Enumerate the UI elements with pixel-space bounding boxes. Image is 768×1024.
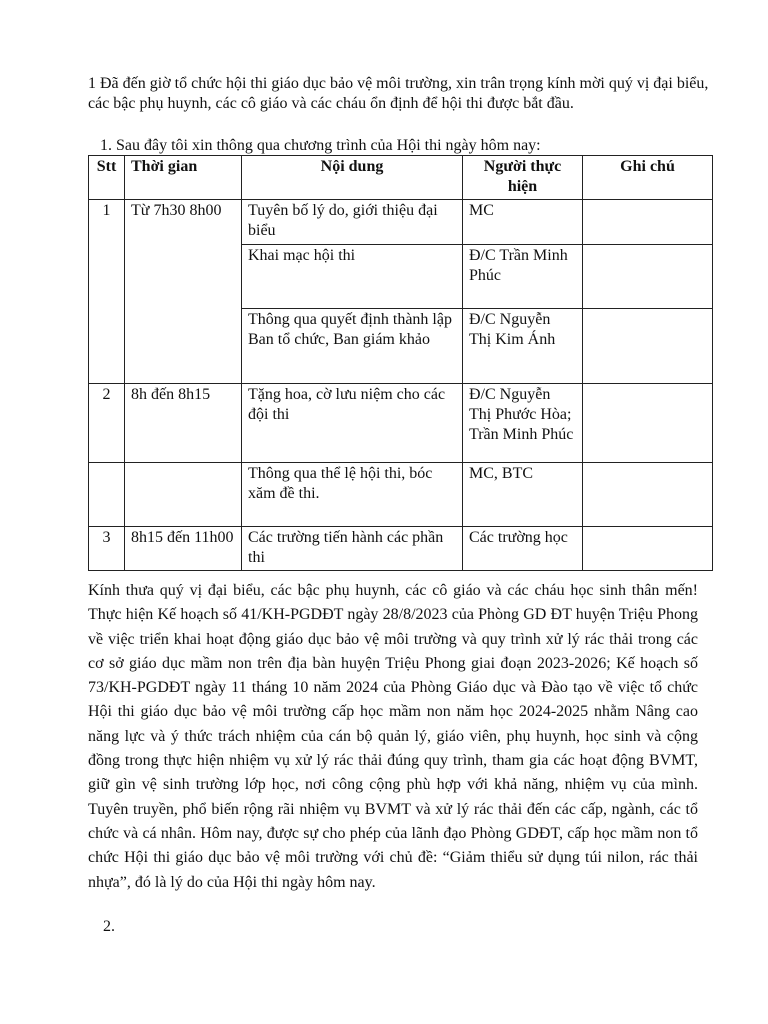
cell-stt <box>89 463 125 527</box>
cell-content: Các trường tiến hành các phần thi <box>242 527 463 571</box>
cell-person: MC <box>463 200 583 245</box>
cell-time <box>125 463 242 527</box>
cell-stt: 2 <box>89 384 125 463</box>
cell-time: 8h15 đến 11h00 <box>125 527 242 571</box>
cell-note <box>583 309 713 384</box>
header-content: Nội dung <box>242 156 463 200</box>
cell-person: Đ/C Trần Minh Phúc <box>463 245 583 309</box>
program-table <box>88 155 713 571</box>
cell-time: 8h đến 8h15 <box>125 384 242 463</box>
cell-note <box>583 384 713 463</box>
cell-person: Đ/C Nguyễn Thị Phước Hòa; Trần Minh Phúc <box>463 384 583 463</box>
header-stt: Stt <box>89 156 125 200</box>
cell-note <box>583 463 713 527</box>
cell-note <box>583 245 713 309</box>
cell-note <box>583 200 713 245</box>
cell-person: MC, BTC <box>463 463 583 527</box>
header-time: Thời gian <box>125 156 242 200</box>
table-row <box>89 463 713 527</box>
body-paragraph: Kính thưa quý vị đại biểu, các bậc phụ huynh, các cô giáo và các cháu học sinh thân mến! Thực hiện Kế hoạch số 41/KH-PGDĐT ngày 28/8/2023 của Phòng GD ĐT huyện Triệu Phong về việc triển khai hoạt động giáo dục bảo vệ môi trường và quy trình xử lý rác thải trong các cơ sở giáo dục mầm non trên địa bàn huyện Triệu Phong giai đoạn 2023-2026; Kế hoạch số 73/KH-PGDĐT ngày 11 tháng 10 năm 2024 của Phòng Giáo dục và Đào tạo về việc tổ chức Hội thi giáo dục bảo vệ môi trường cấp học mầm non năm học 2024-2025 nhằm Nâng cao năng lực và ý thức trách nhiệm của cán bộ quản lý, giáo viên, phụ huynh, học sinh và cộng đồng trong thực hiện nhiệm vụ xử lý rác thải đúng quy trình, tham gia các hoạt động BVMT, giữ gìn vệ sinh trường lớp học, nơi công cộng phù hợp với khả năng, nhiệm vụ của mình. Tuyên truyền, phổ biến rộng rãi nhiệm vụ BVMT và xử lý rác thải đến các cấp, ngành, các tổ chức và cá nhân. Hôm nay, được sự cho phép của lãnh đạo Phòng GDĐT, cấp học mầm non tổ chức Hội thi giáo dục bảo vệ môi trường với chủ đề: “Giảm thiểu sử dụng túi nilon, rác thải nhựa”, đó là lý do của Hội thi ngày hôm nay. <box>88 582 698 891</box>
list-item-number: 2. <box>103 918 115 935</box>
table-row <box>89 384 713 463</box>
table-header-row <box>89 156 713 200</box>
cell-content: Thông qua thể lệ hội thi, bóc xăm đề thi. <box>242 463 463 527</box>
cell-content: Thông qua quyết định thành lập Ban tổ chức, Ban giám khảo <box>242 309 463 384</box>
program-intro-line: 1. Sau đây tôi xin thông qua chương trình của Hội thi ngày hôm nay: <box>100 137 541 154</box>
header-person: Người thực hiện <box>463 156 583 200</box>
cell-person: Đ/C Nguyễn Thị Kim Ánh <box>463 309 583 384</box>
header-note: Ghi chú <box>583 156 713 200</box>
cell-person: Các trường học <box>463 527 583 571</box>
table-row <box>89 200 713 245</box>
cell-content: Tặng hoa, cờ lưu niệm cho các đội thi <box>242 384 463 463</box>
intro-paragraph: 1 Đã đến giờ tổ chức hội thi giáo dục bảo vệ môi trường, xin trân trọng kính mời quý vị đại biểu, các bậc phụ huynh, các cô giáo và các cháu ổn định để hội thi được bắt đầu. <box>88 75 709 112</box>
cell-note <box>583 527 713 571</box>
cell-stt: 3 <box>89 527 125 571</box>
table-row <box>89 527 713 571</box>
cell-content: Tuyên bố lý do, giới thiệu đại biểu <box>242 200 463 245</box>
cell-content: Khai mạc hội thi <box>242 245 463 309</box>
cell-stt: 1 <box>89 200 125 384</box>
cell-time: Từ 7h30 8h00 <box>125 200 242 384</box>
